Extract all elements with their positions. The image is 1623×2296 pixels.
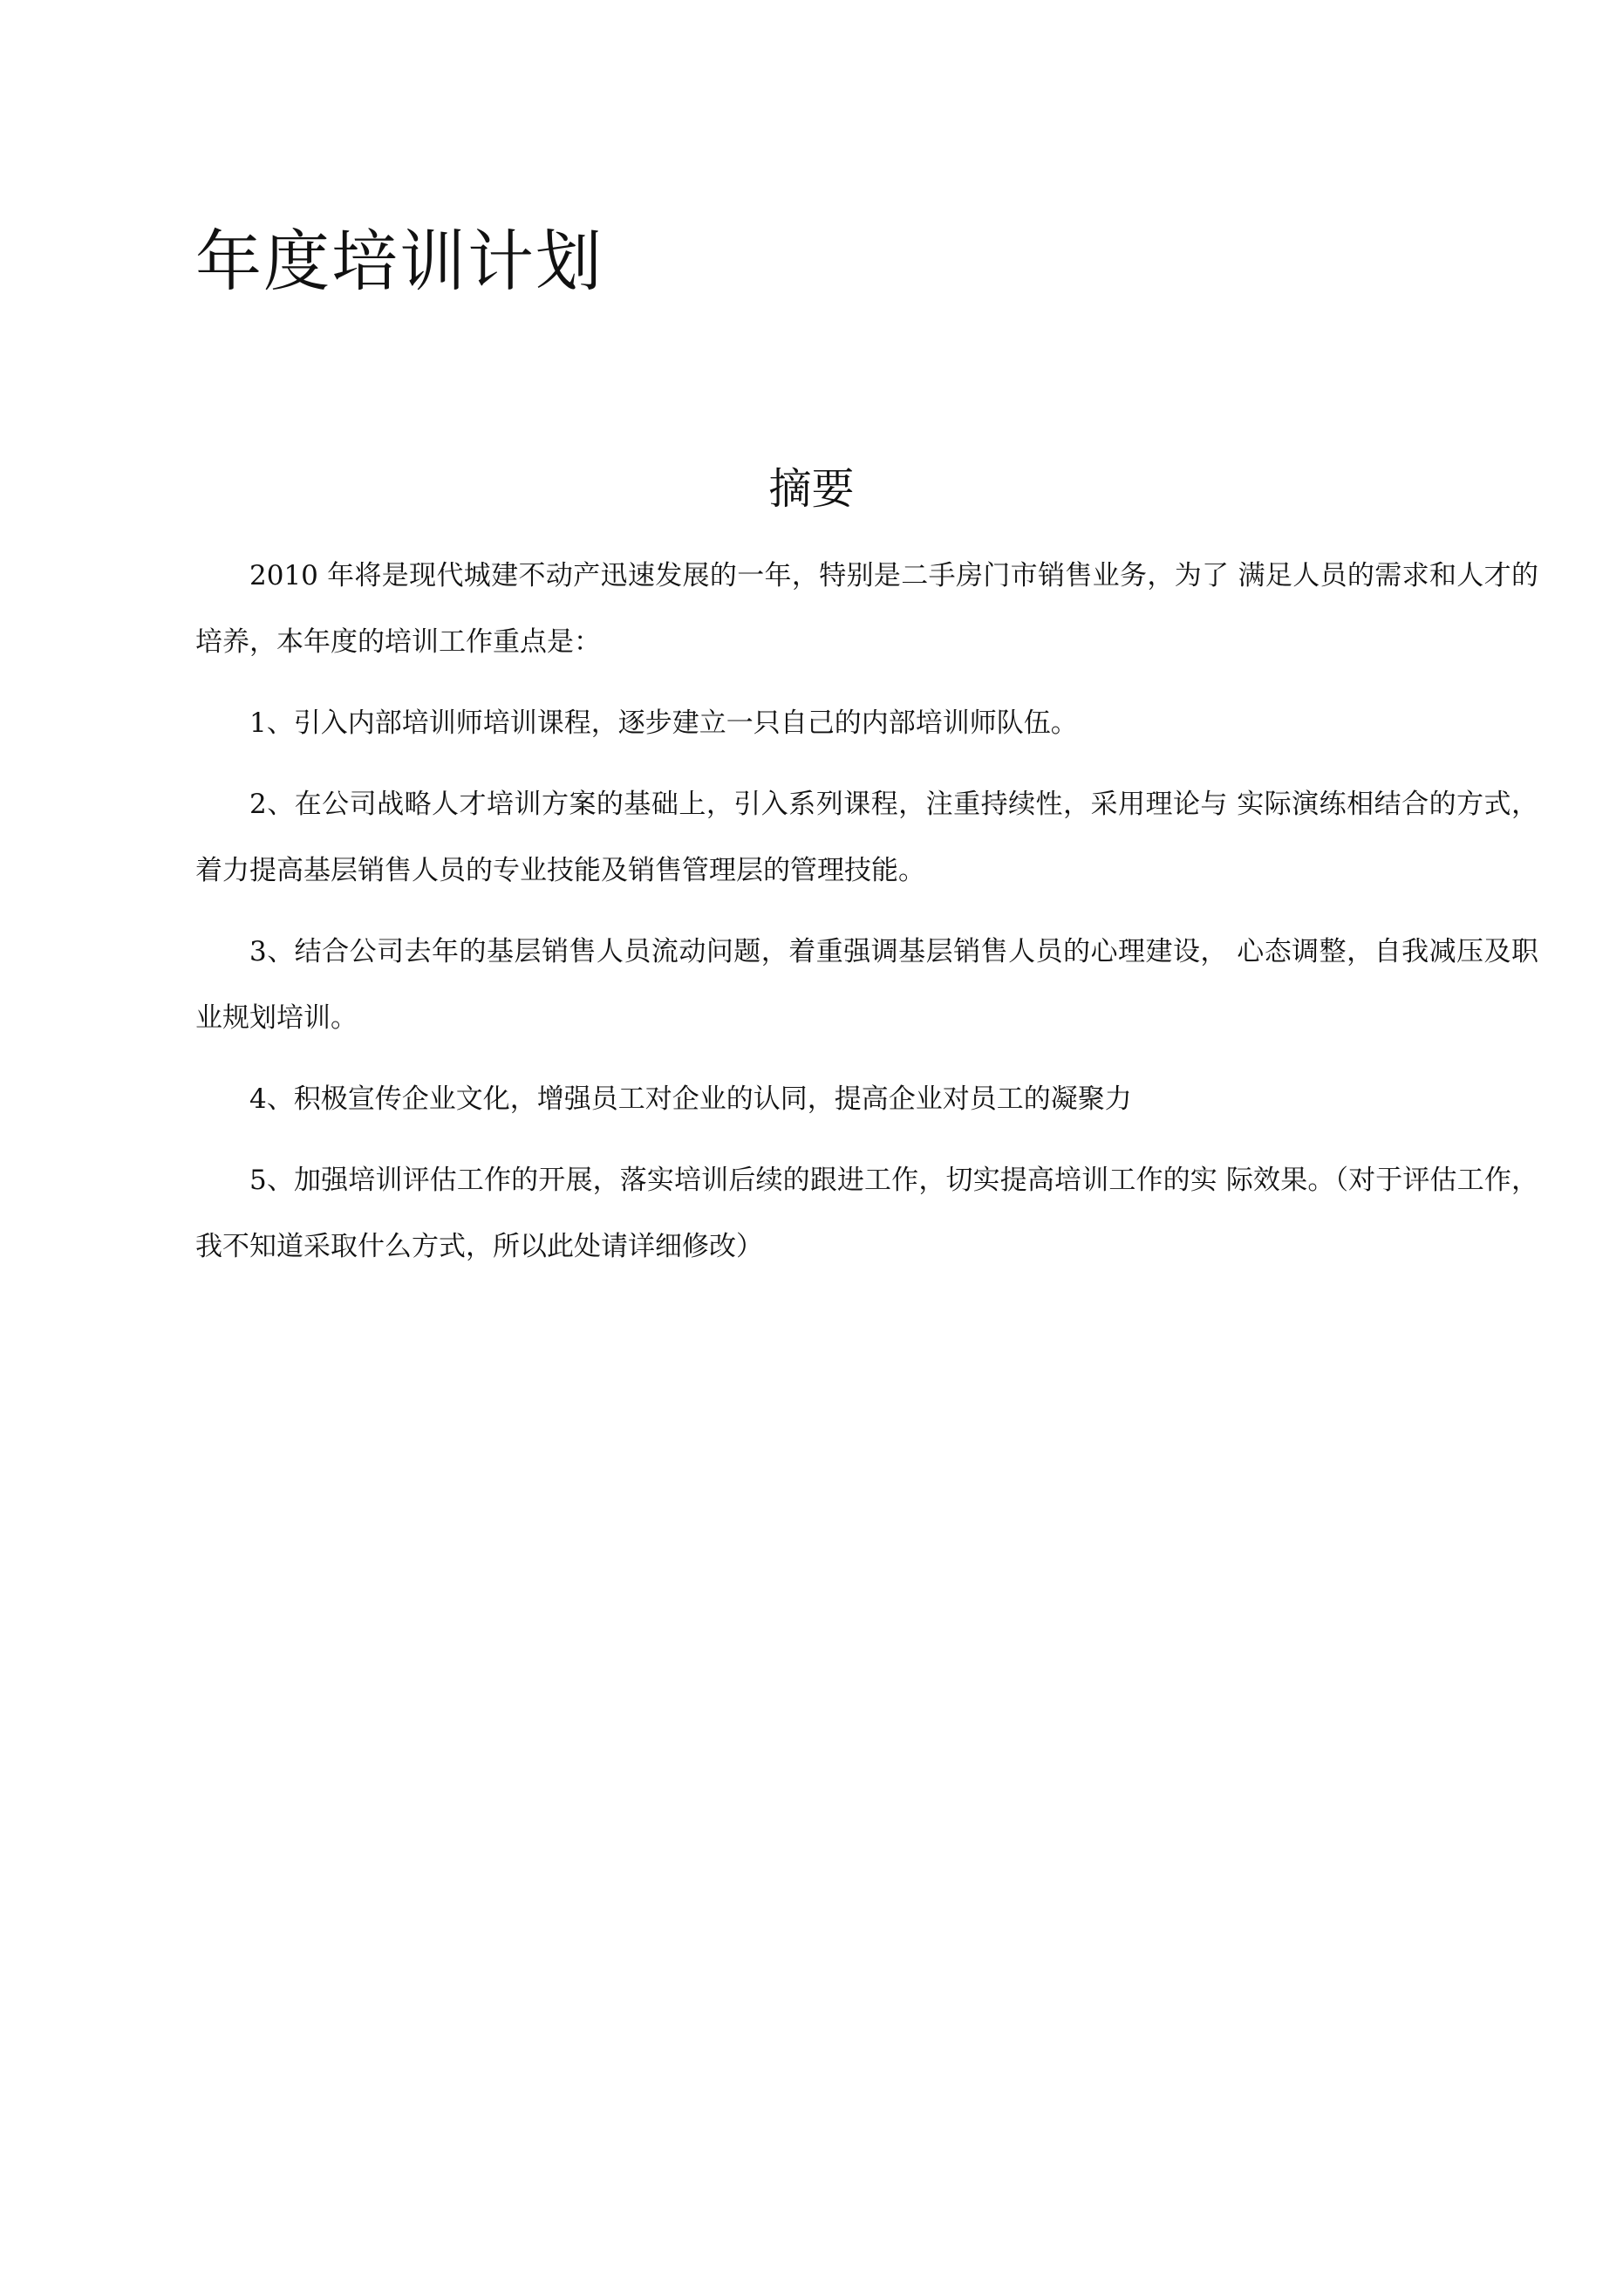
paragraph-item-2: 2、在公司战略人才培训方案的基础上，引入系列课程，注重持续性，采用理论与 实际演练相结合的方式，着力提高基层销售人员的专业技能及销售管理层的管理技能。: [195, 789, 1538, 886]
paragraph-intro: 2010 年将是现代城建不动产迅速发展的一年，特别是二手房门市销售业务，为了 满足人员的需求和人才的培养，本年度的培训工作重点是：: [195, 560, 1538, 658]
paragraph-item-1: 1、引入内部培训师培训课程，逐步建立一只自己的内部培训师队伍。: [249, 707, 1078, 739]
paragraph-item-3: 3、结合公司去年的基层销售人员流动问题，着重强调基层销售人员的心理建设， 心态调整，自我减压及职业规划培训。: [195, 936, 1538, 1034]
document-title: 年度培训计划: [195, 222, 604, 300]
abstract-body: [195, 543, 1538, 1295]
paragraph-item-4: 4、积极宣传企业文化，增强员工对企业的认同，提高企业对员工的凝聚力: [249, 1083, 1132, 1115]
section-heading-abstract: 摘要: [768, 464, 855, 514]
paragraph-item-5: 5、加强培训评估工作的开展，落实培训后续的跟进工作，切实提高培训工作的实 际效果。（对于评估工作，我不知道采取什么方式，所以此处请详细修改）: [195, 1165, 1538, 1262]
